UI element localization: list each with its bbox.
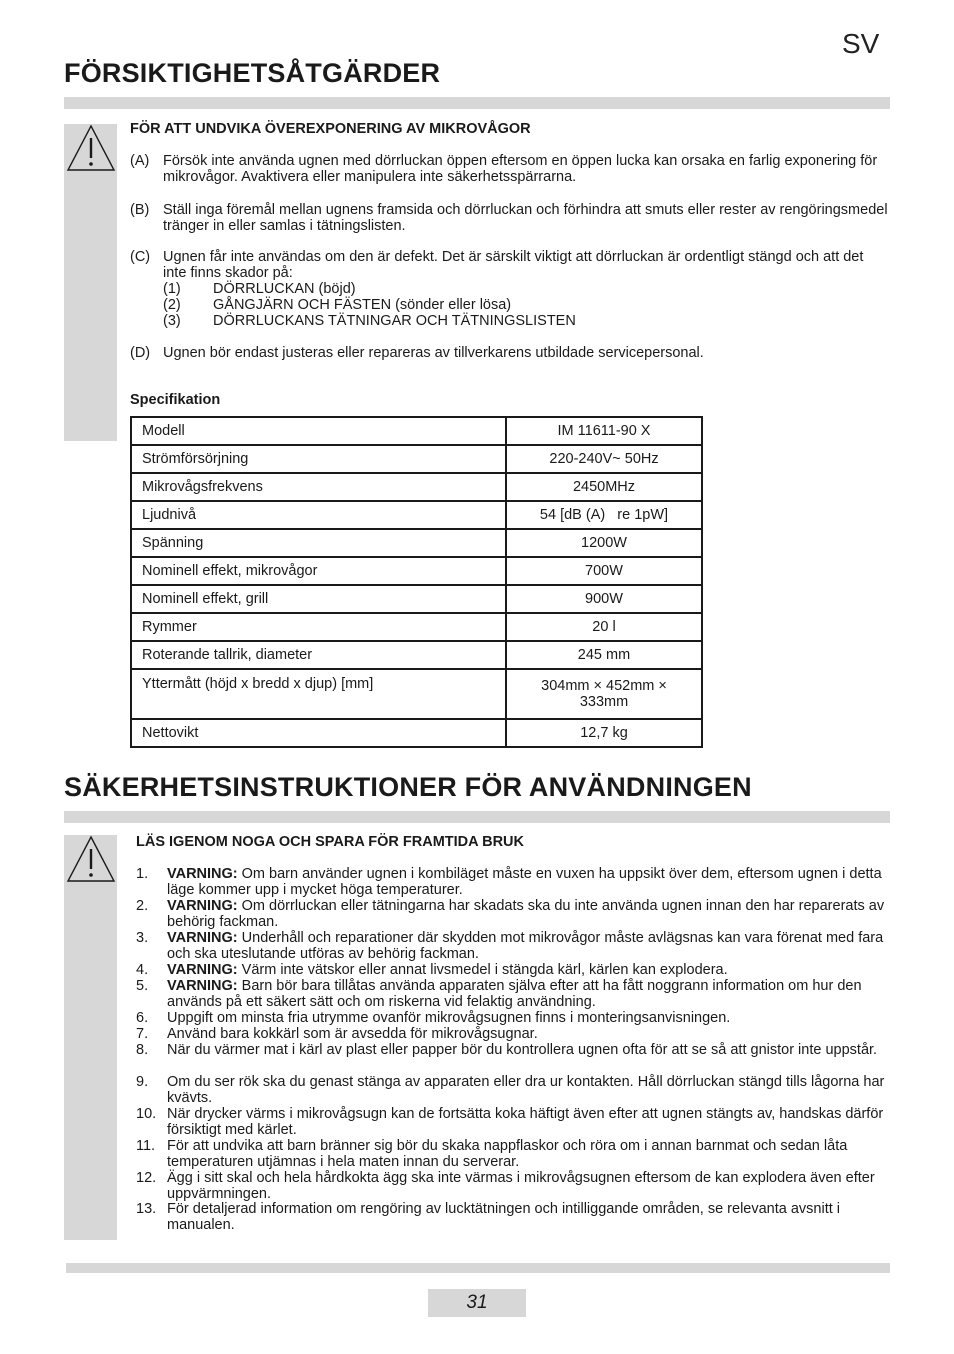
spec-label: Nominell effekt, grill bbox=[131, 585, 506, 613]
spec-value: 245 mm bbox=[506, 641, 702, 669]
table-row bbox=[131, 501, 702, 529]
paragraph-label: (C) bbox=[130, 249, 151, 265]
spec-label: Roterande tallrik, diameter bbox=[131, 641, 506, 669]
section-divider bbox=[64, 97, 890, 109]
sublist-number: (2) bbox=[163, 297, 181, 313]
spec-label: Spänning bbox=[131, 529, 506, 557]
item-body bbox=[167, 978, 890, 1010]
table-row bbox=[131, 669, 702, 719]
spec-value: 12,7 kg bbox=[506, 719, 702, 747]
warning-label: VARNING: bbox=[167, 898, 238, 914]
spec-label: Mikrovågsfrekvens bbox=[131, 473, 506, 501]
list-item bbox=[136, 1201, 890, 1233]
sublist-text: DÖRRLUCKANS TÄTNINGAR OCH TÄTNINGSLISTEN bbox=[213, 313, 576, 329]
spec-label: Yttermått (höjd x bredd x djup) [mm] bbox=[131, 669, 506, 719]
table-row bbox=[131, 585, 702, 613]
item-number: 1. bbox=[136, 866, 149, 882]
paragraph-label: (B) bbox=[130, 202, 150, 218]
warning-label: VARNING: bbox=[167, 978, 238, 994]
subheading-microwave-exposure: FÖR ATT UNDVIKA ÖVEREXPONERING AV MIKROVÅGOR bbox=[130, 121, 531, 137]
paragraph-d bbox=[130, 345, 890, 363]
spec-label: Rymmer bbox=[131, 613, 506, 641]
item-text: För att undvika att barn bränner sig bör du skaka nappflaskor och röra om i annan barnmat och sedan låta temperaturen utjämnas i hela maten innan du serverar. bbox=[167, 1138, 848, 1170]
list-item bbox=[136, 1042, 890, 1074]
item-text: Uppgift om minsta fria utrymme ovanför mikrovågsugnen finns i monteringsanvisningen. bbox=[167, 1010, 731, 1026]
item-text: När drycker värms i mikrovågsugn kan de fortsätta koka häftigt även efter att ugnen stängts av, handskas därför försiktigt med kärlet. bbox=[167, 1106, 884, 1138]
section-title-precautions: FÖRSIKTIGHETSÅTGÄRDER bbox=[64, 58, 441, 88]
margin-band bbox=[64, 835, 117, 1240]
item-number: 7. bbox=[136, 1026, 149, 1042]
damage-sublist bbox=[163, 281, 863, 331]
warning-triangle-icon bbox=[66, 835, 116, 883]
item-number: 13. bbox=[136, 1201, 157, 1217]
list-item bbox=[136, 1170, 890, 1202]
item-number: 11. bbox=[136, 1138, 156, 1154]
list-item bbox=[136, 1074, 890, 1106]
section-divider bbox=[64, 811, 890, 823]
list-item bbox=[136, 866, 890, 898]
table-row bbox=[131, 719, 702, 747]
paragraph-label: (D) bbox=[130, 345, 151, 361]
item-body bbox=[167, 866, 890, 898]
item-text: Använd bara kokkärl som är avsedda för mikrovågsugnar. bbox=[167, 1026, 538, 1042]
paragraph-text: Ugnen får inte användas om den är defekt. Det är särskilt viktigt att dörrluckan är ordentligt stängd och att det inte finns skador på: bbox=[163, 249, 864, 281]
item-number: 4. bbox=[136, 962, 149, 978]
subheading-read-carefully: LÄS IGENOM NOGA OCH SPARA FÖR FRAMTIDA BRUK bbox=[136, 834, 524, 850]
sublist-text: GÅNGJÄRN OCH FÄSTEN (sönder eller lösa) bbox=[213, 297, 512, 313]
item-body bbox=[167, 962, 890, 978]
spec-value: 1200W bbox=[506, 529, 702, 557]
spec-label: Nominell effekt, mikrovågor bbox=[131, 557, 506, 585]
warning-label: VARNING: bbox=[167, 962, 238, 978]
spec-value: 304mm × 452mm × 333mm bbox=[506, 669, 702, 719]
paragraph-text: Ugnen bör endast justeras eller repareras av tillverkarens utbildade servicepersonal. bbox=[163, 345, 704, 361]
table-row bbox=[131, 445, 702, 473]
spec-table bbox=[130, 416, 703, 748]
item-number: 5. bbox=[136, 978, 149, 994]
item-text: Om barn använder ugnen i kombiläget måste en vuxen ha uppsikt över dem, eftersom ugnen i detta läge kommer upp i mycket höga temperaturer. bbox=[167, 866, 882, 898]
spec-value: 700W bbox=[506, 557, 702, 585]
spec-value: 2450MHz bbox=[506, 473, 702, 501]
spec-value: 54 [dB (A) re 1pW] bbox=[506, 501, 702, 529]
paragraph-a bbox=[130, 153, 890, 187]
item-text: Om dörrluckan eller tätningarna har skadats ska du inte använda ugnen innan den har reparerats av behörig fackman. bbox=[167, 898, 885, 930]
sublist-number: (1) bbox=[163, 281, 181, 297]
item-number: 9. bbox=[136, 1074, 149, 1090]
language-code: SV bbox=[842, 28, 880, 59]
sublist-text: DÖRRLUCKAN (böjd) bbox=[213, 281, 356, 297]
warning-label: VARNING: bbox=[167, 866, 238, 882]
paragraph-label: (A) bbox=[130, 153, 150, 169]
list-item bbox=[136, 1106, 890, 1138]
item-text: Barn bör bara tillåtas använda apparaten själva efter att ha fått noggrann information om hur den används på ett säkert sätt och om riskerna vid felaktig användning. bbox=[167, 978, 862, 1010]
spec-label: Ljudnivå bbox=[131, 501, 506, 529]
item-text: För detaljerad information om rengöring av lucktätningen och intilliggande områden, se relevanta avsnitt i manualen. bbox=[167, 1201, 841, 1233]
sublist-number: (3) bbox=[163, 313, 181, 329]
spec-value: 220-240V~ 50Hz bbox=[506, 445, 702, 473]
spec-value: 900W bbox=[506, 585, 702, 613]
paragraph-text: Ställ inga föremål mellan ugnens framsida och dörrluckan och förhindra att smuts eller rester av rengöringsmedel tränger in eller samlas i tätningslisten. bbox=[163, 202, 888, 234]
list-item bbox=[136, 978, 890, 1010]
paragraph-c bbox=[130, 249, 890, 283]
item-number: 8. bbox=[136, 1042, 149, 1058]
spec-label: Modell bbox=[131, 417, 506, 445]
spec-value: 20 l bbox=[506, 613, 702, 641]
item-number: 10. bbox=[136, 1106, 157, 1122]
item-text: Om du ser rök ska du genast stänga av apparaten eller dra ur kontakten. Håll dörrluckan stängd tills lågorna har kvävts. bbox=[167, 1074, 885, 1106]
list-item bbox=[136, 1010, 890, 1026]
table-row bbox=[131, 529, 702, 557]
spec-label: Nettovikt bbox=[131, 719, 506, 747]
list-item bbox=[136, 1026, 890, 1042]
item-body bbox=[167, 898, 890, 930]
table-row bbox=[131, 557, 702, 585]
item-number: 6. bbox=[136, 1010, 149, 1026]
footer-divider bbox=[66, 1263, 890, 1273]
paragraph-text: Försök inte använda ugnen med dörrluckan öppen eftersom en öppen lucka kan orsaka en farlig exponering för mikrovågor. Avaktivera eller manipulera inte säkerhetsspärrarna. bbox=[163, 153, 878, 185]
paragraph-b bbox=[130, 202, 890, 236]
table-row bbox=[131, 613, 702, 641]
spec-label: Strömförsörjning bbox=[131, 445, 506, 473]
item-number: 12. bbox=[136, 1170, 157, 1186]
section-title-safety: SÄKERHETSINSTRUKTIONER FÖR ANVÄNDNINGEN bbox=[64, 772, 752, 802]
item-text: Underhåll och reparationer där skydden mot mikrovågor måste avlägsnas kan vara förenat med fara och ska uteslutande utföras av behörig fackman. bbox=[167, 930, 884, 962]
list-item bbox=[136, 962, 890, 978]
page-number: 31 bbox=[428, 1289, 526, 1317]
item-body bbox=[167, 930, 890, 962]
item-number: 2. bbox=[136, 898, 149, 914]
spec-value: IM 11611-90 X bbox=[506, 417, 702, 445]
item-text: När du värmer mat i kärl av plast eller papper bör du kontrollera ugnen ofta för att se så att gnistor inte uppstår. bbox=[167, 1042, 878, 1058]
table-row bbox=[131, 641, 702, 669]
warning-label: VARNING: bbox=[167, 930, 238, 946]
list-item bbox=[136, 1138, 890, 1170]
item-number: 3. bbox=[136, 930, 149, 946]
spec-heading: Specifikation bbox=[130, 392, 221, 408]
item-text: Ägg i sitt skal och hela hårdkokta ägg ska inte värmas i mikrovågsugnen eftersom de kan explodera även efter uppvärmningen. bbox=[167, 1170, 875, 1202]
list-item bbox=[136, 898, 890, 930]
item-text: Värm inte vätskor eller annat livsmedel i stängda kärl, kärlen kan explodera. bbox=[237, 962, 728, 978]
table-row bbox=[131, 417, 702, 445]
warning-triangle-icon bbox=[66, 124, 116, 172]
table-row bbox=[131, 473, 702, 501]
list-item bbox=[136, 930, 890, 962]
